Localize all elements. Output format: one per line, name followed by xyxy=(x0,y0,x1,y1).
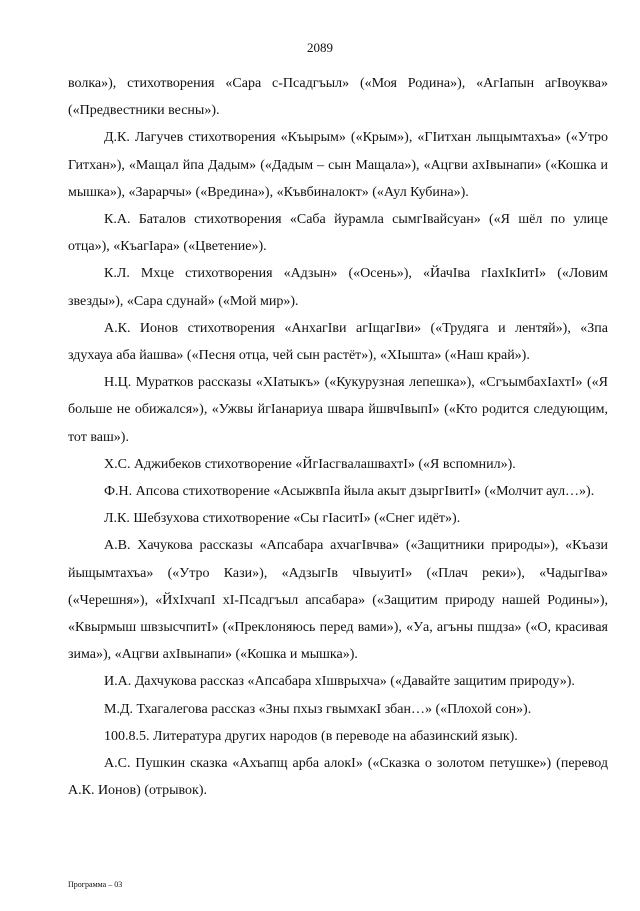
paragraph: А.С. Пушкин сказка «Ахъапщ арба алокӀ» («Сказка о золотом петушке») (перевод А.К. Ионов) (отрывок). xyxy=(68,756,608,799)
paragraph: А.В. Хачукова рассказы «Апсабара ахчагӀвчва» («Защитники природы»), «Къази йыщымтахъа» («Утро Кази»), «АдзыгӀв чӀвыуитӀ» («Плач реки»), «ЧадыгӀва» («Черешня»), «ЙхӀхчапӀ хӀ-Псадгъыл апсабара» («Защитим природу нашей Родины»), «Квырмыш швзысчпитӀ» («Преклоняюсь перед вами»), «Уа, агъны пшдза» («О, красивая зима»), «Ацгви ахӀвынапи» («Кошка и мышка»). xyxy=(68,538,608,663)
footer-label: Программа – 03 xyxy=(68,880,123,889)
paragraph: Н.Ц. Муратков рассказы «ХӀатыкъ» («Кукурузная лепешка»), «СгъымбахӀахтӀ» («Я больше не обижался»), «Ужвы йгӀанариуа швара йшвчӀвыпӀ» («Кто родится следующим, тот ваш»). xyxy=(68,375,608,445)
page-number: 2089 xyxy=(307,40,333,55)
paragraph: Д.К. Лагучев стихотворения «Къырым» («Крым»), «ГӀитхан лыщымтахъа» («Утро Гитхан»), «Мащал йпа Дадым» («Дадым – сын Мащала»), «Ацгви ахӀвынапи» («Кошка и мышка»), «Зарарчы» («Вредина»), «Къвбиналокт» («Аул Кубина»). xyxy=(68,130,608,200)
document-body xyxy=(68,70,608,804)
paragraph: К.А. Баталов стихотворения «Саба йурамла сымгӀвайсуан» («Я шёл по улице отца»), «КъагӀара» («Цветение»). xyxy=(68,212,608,255)
paragraph: М.Д. Тхагалегова рассказ «Зны пхыз гвымхакӀ збан…» («Плохой сон»). xyxy=(104,701,532,717)
paragraph: Ф.Н. Апсова стихотворение «АсыжвпӀа йыла акыт дзыргӀвитӀ» («Молчит аул…»). xyxy=(104,484,595,500)
paragraph: 100.8.5. Литература других народов (в переводе на абазинский язык). xyxy=(104,728,518,744)
paragraph: волка»), стихотворения «Сара с-Псадгъыл» («Моя Родина»), «АгӀапын агӀвоуква» («Предвестники весны»). xyxy=(68,76,608,119)
paragraph: А.К. Ионов стихотворения «АнхагӀви агӀщагӀви» («Трудяга и лентяй»), «Зпа здухауа аба йашва» («Песня отца, чей сын растёт»), «ХӀышта» («Наш край»). xyxy=(68,320,608,364)
paragraph: К.Л. Мхце стихотворения «Адзын» («Осень»), «ЙачӀва гӀахӀкӀитӀ» («Ловим звезды»), «Сара сдунай» («Мой мир»). xyxy=(68,266,608,309)
paragraph: И.А. Дахчукова рассказ «Апсабара хӀшврыхча» («Давайте защитим природу»). xyxy=(104,674,575,690)
paragraph: Х.С. Аджибеков стихотворение «ЙгӀасгвалашвахтӀ» («Я вспомнил»). xyxy=(104,456,516,472)
paragraph: Л.К. Шебзухова стихотворение «Сы гӀаситӀ» («Снег идёт»). xyxy=(104,511,461,527)
